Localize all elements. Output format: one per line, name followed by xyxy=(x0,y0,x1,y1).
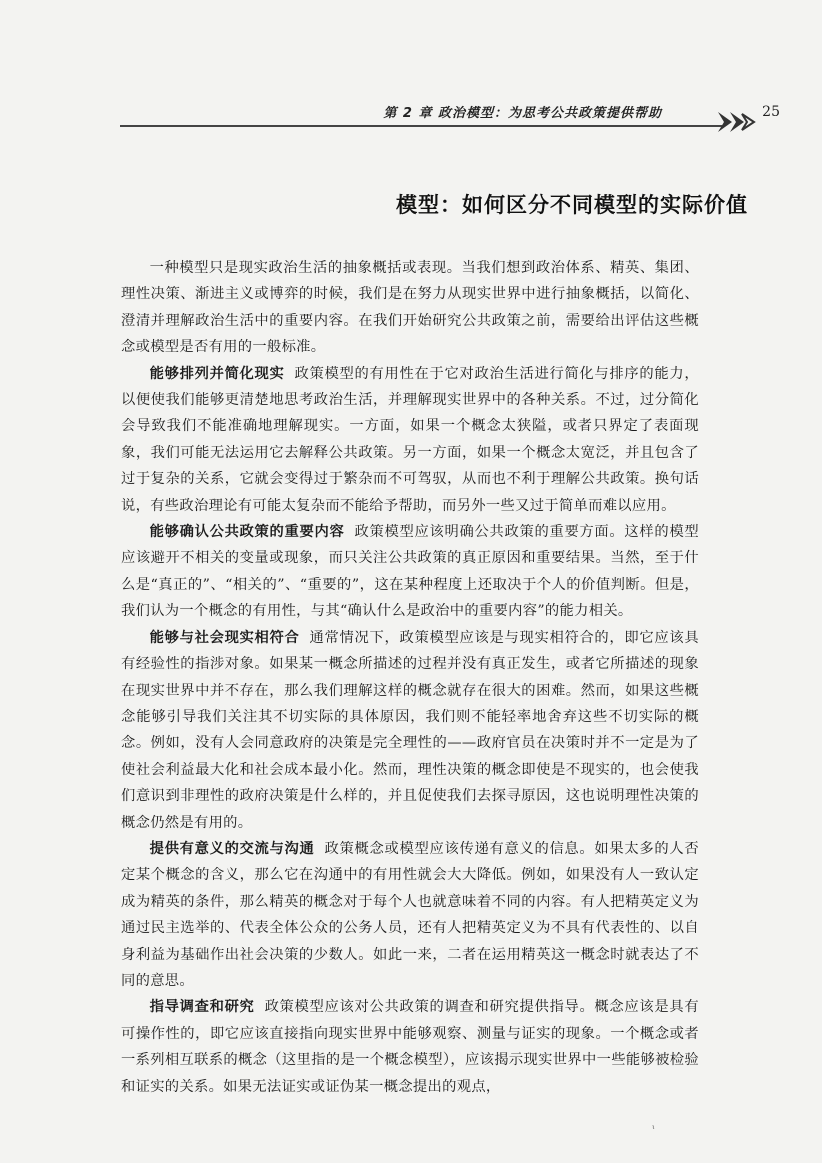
scan-speck: ᶥ xyxy=(652,1122,655,1136)
paragraph-match-reality xyxy=(121,625,699,836)
running-header xyxy=(120,98,780,132)
paragraph-text: 一种模型只是现实政治生活的抽象概括或表现。当我们想到政治体系、精英、集团、理性决策、渐进主义或博弈的时候，我们是在努力从现实世界中进行抽象概括，以简化、澄清并理解政治生活中的重要内容。在我们开始研究公共政策之前，需要给出评估这些概念或模型是否有用的一般标准。 xyxy=(121,260,699,356)
paragraph-text: 政策模型的有用性在于它对政治生活进行简化与排序的能力，以便使我们能够更清楚地思考政治生活，并理解现实世界中的各种关系。不过，过分简化会导致我们不能准确地理解现实。一方面，如果一个概念太狭隘，或者只界定了表面现象，我们可能无法运用它去解释公共政策。另一方面，如果一个概念太宽泛，并且包含了过于复杂的关系，它就会变得过于繁杂而不可驾驭，从而也不利于理解公共政策。换句话说，有些政治理论有可能太复杂而不能给予帮助，而另外一些又过于简单而难以应用。 xyxy=(121,365,699,514)
section-title: 模型：如何区分不同模型的实际价值 xyxy=(396,193,748,217)
double-chevron-right-icon xyxy=(716,108,760,136)
paragraph-heading: 提供有意义的交流与沟通 xyxy=(149,840,315,857)
paragraph-text: 政策模型应该对公共政策的调查和研究提供指导。概念应该是具有可操作性的，即它应该直接指向现实世界中能够观察、测量与证实的现象。一个概念或者一系列相互联系的概念（这里指的是一个概念模型），应该揭示现实世界中一些能够被检验和证实的关系。如果无法证实或证伪某一概念提出的观点， xyxy=(121,999,699,1095)
paragraph-text: 通常情况下，政策模型应该是与现实相符合的，即它应该具有经验性的指涉对象。如果某一概念所描述的过程并没有真正发生，或者它所描述的现象在现实世界中并不存在，那么我们理解这样的概念就存在很大的困难。然而，如果这些概念能够引导我们关注其不切实际的具体原因，我们则不能轻率地舍弃这些不切实际的概念。例如，没有人会同意政府的决策是完全理性的——政府官员在决策时并不一定是为了使社会利益最大化和社会成本最小化。然而，理性决策的概念即使是不现实的，也会使我们意识到非理性的政府决策是什么样的，并且促使我们去探寻原因，这也说明理性决策的概念仍然是有用的。 xyxy=(121,629,699,831)
paragraph-simplify-reality xyxy=(121,361,699,519)
page-number: 25 xyxy=(762,104,780,120)
paragraph-heading: 能够确认公共政策的重要内容 xyxy=(149,524,345,541)
paragraph-heading: 指导调查和研究 xyxy=(149,999,255,1016)
paragraph-text: 政策模型应该明确公共政策的重要方面。这样的模型应该避开不相关的变量或现象，而只关注公共政策的真正原因和重要结果。当然，至于什么是“真正的”、“相关的”、“重要的”，这在某种程度上还取决于个人的价值判断。但是，我们认为一个概念的有用性，与其“确认什么是政治中的重要内容”的能力相关。 xyxy=(121,524,699,620)
paragraph-text: 政策概念或模型应该传递有意义的信息。如果太多的人否定某个概念的含义，那么它在沟通中的有用性就会大大降低。例如，如果没有人一致认定成为精英的条件，那么精英的概念对于每个人也就意味着不同的内容。有人把精英定义为通过民主选举的、代表全体公众的公务人员，还有人把精英定义为不具有代表性的、以自身利益为基础作出社会决策的少数人。如此一来，二者在运用精英这一概念时就表达了不同的意思。 xyxy=(121,840,699,989)
header-rule xyxy=(120,125,722,127)
paragraph-heading: 能够与社会现实相符合 xyxy=(149,629,300,646)
chapter-title: 第 2 章 政治模型：为思考公共政策提供帮助 xyxy=(383,106,662,121)
paragraph-guide-research xyxy=(121,994,699,1100)
paragraph-communication xyxy=(121,836,699,994)
body-text xyxy=(121,255,699,1100)
paragraph-identify-content xyxy=(121,519,699,625)
paragraph-heading: 能够排列并简化现实 xyxy=(149,365,285,382)
paragraph-intro xyxy=(121,255,699,361)
